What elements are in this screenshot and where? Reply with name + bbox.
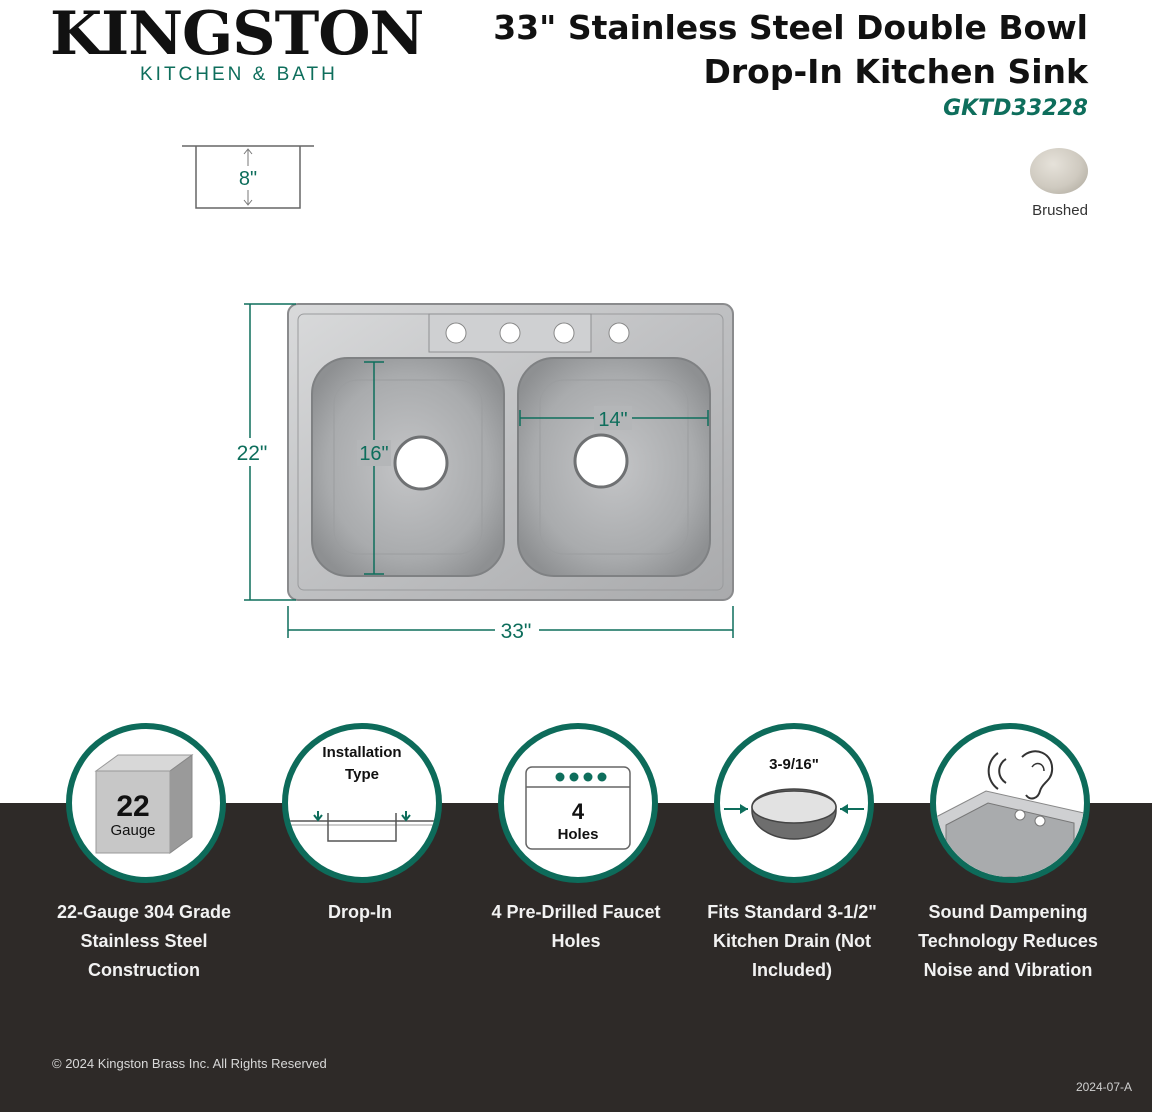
product-title: [488, 6, 1088, 94]
gauge-number: 22: [116, 790, 150, 823]
document-code: 2024-07-A: [1075, 1080, 1132, 1094]
brand-name: KINGSTON: [50, 0, 424, 69]
bowl-depth-label: 16": [359, 443, 389, 465]
faucet-hole: [554, 323, 574, 343]
installation-subtitle: Type: [345, 766, 379, 783]
depth-diagram: [182, 140, 314, 212]
drain-size-icon: [720, 729, 868, 877]
ear-icon: [1022, 751, 1052, 798]
faucet-hole: [446, 323, 466, 343]
holes-number: 4: [571, 799, 585, 824]
feature-caption: 4 Pre-Drilled Faucet Holes: [491, 902, 661, 951]
product-title-line2: Drop-In Kitchen Sink: [703, 52, 1088, 91]
finish-label: Brushed: [1032, 202, 1088, 219]
feature-caption: Drop-In: [328, 902, 392, 922]
faucet-holes-icon: [504, 729, 652, 877]
length-label: 33": [500, 620, 532, 643]
feature-circle: [714, 723, 874, 883]
bowl-width-label: 14": [598, 409, 628, 431]
brand-tagline: KITCHEN & BATH: [140, 64, 338, 85]
feature-caption: Sound Dampening Technology Reduces Noise and Vibration: [918, 902, 1098, 980]
feature-circle: [66, 723, 226, 883]
feature-circle: [930, 723, 1090, 883]
feature-circle: [282, 723, 442, 883]
faucet-hole: [500, 323, 520, 343]
gauge-block-icon: [72, 729, 220, 877]
feature-caption: Fits Standard 3-1/2" Kitchen Drain (Not Included): [707, 902, 877, 980]
brand-logo: [50, 0, 430, 96]
gauge-word: Gauge: [110, 822, 156, 839]
left-drain: [395, 437, 447, 489]
sink-diagram: [230, 290, 750, 650]
sound-dampening-icon: [936, 729, 1084, 877]
faucet-hole: [609, 323, 629, 343]
installation-type-icon: [288, 729, 436, 877]
copyright-text: © 2024 Kingston Brass Inc. All Rights Reserved: [52, 1056, 327, 1071]
finish-swatch: [1030, 148, 1088, 194]
feature-caption: 22-Gauge 304 Grade Stainless Steel Construction: [56, 902, 232, 980]
width-label: 22": [236, 442, 268, 465]
installation-title: Installation: [322, 744, 402, 761]
depth-label: 8": [238, 168, 258, 190]
right-drain: [575, 435, 627, 487]
drain-size-label: 3-9/16": [769, 756, 819, 773]
product-sku: GKTD33228: [943, 96, 1088, 121]
product-title-line1: 33" Stainless Steel Double Bowl: [493, 8, 1088, 47]
holes-word: Holes: [557, 826, 599, 843]
feature-circle: [498, 723, 658, 883]
